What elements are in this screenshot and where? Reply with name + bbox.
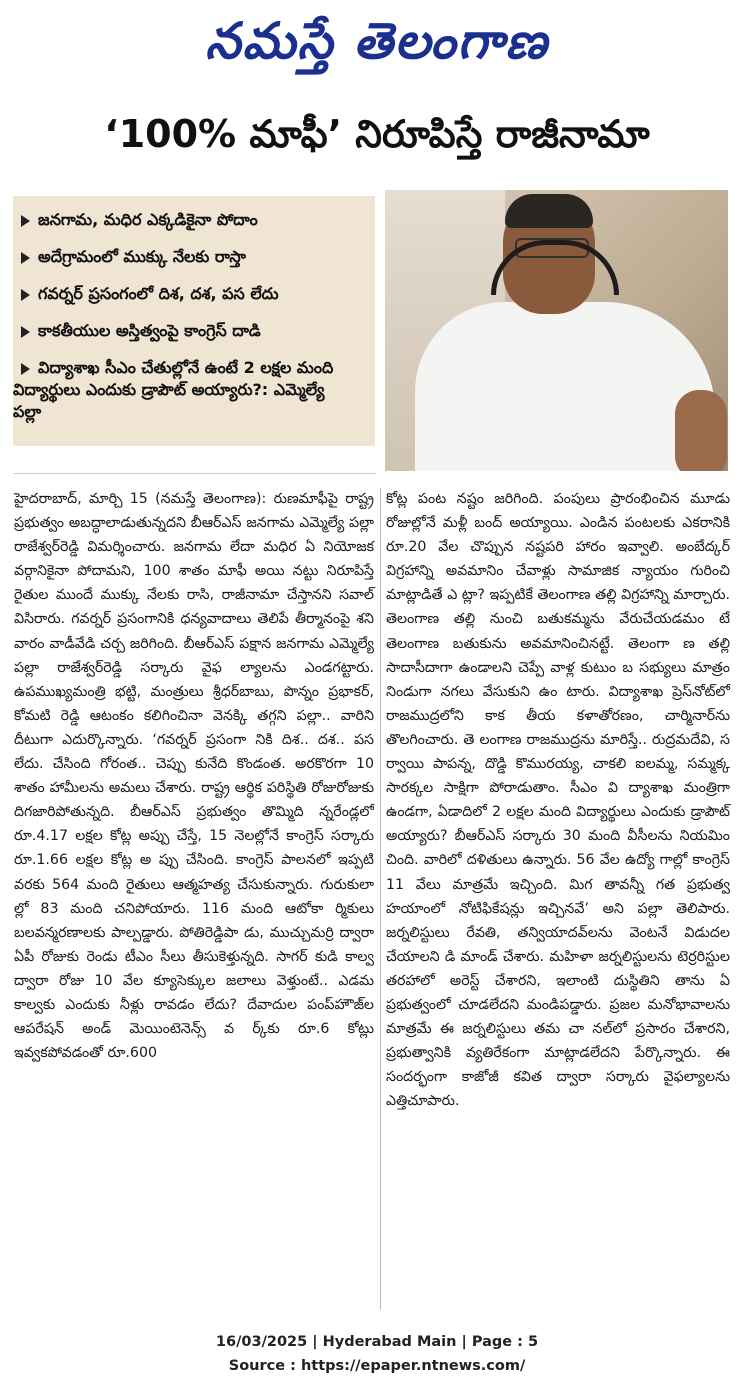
highlight-item: గవర్నర్ ప్రసంగంలో దిశ, దశ, పస లేదు	[13, 283, 375, 305]
triangle-bullet-icon	[21, 363, 30, 375]
shirt-shape	[415, 302, 715, 471]
triangle-bullet-icon	[21, 326, 30, 338]
article-headline: ‘100% మాఫీ’ నిరూపిస్తే రాజీనామా	[104, 112, 650, 156]
hair-shape	[505, 194, 593, 228]
article-column-left	[14, 487, 374, 1065]
highlights-box	[13, 196, 375, 446]
article-column-right	[386, 487, 730, 1113]
footer-source: Source : https://epaper.ntnews.com/	[228, 1358, 526, 1374]
triangle-bullet-icon	[21, 215, 30, 227]
divider	[14, 473, 376, 474]
column-divider	[380, 488, 381, 1310]
person-photo	[385, 190, 728, 471]
footer-date-edition: 16/03/2025 | Hyderabad Main | Page : 5	[215, 1334, 539, 1350]
highlight-item: జనగామ, మధిర ఎక్కడికైనా పోదాం	[13, 209, 375, 231]
hand-shape	[675, 390, 727, 471]
page-footer	[0, 1330, 754, 1378]
highlight-item: కాకతీయుల అస్తిత్వంపై కాంగ్రెస్ దాడి	[13, 320, 375, 342]
article-text: కోట్ల పంట నష్టం జరిగింది. పంపులు ప్రారంభించిన మూడు రోజుల్లోనే మళ్లీ బంద్ అయ్యాయి. ఎండిన పంటలకు ఎకరానికి రూ.20 వేల చొప్పున నష్టపరి హారం ఇవ్వాలి. అంబేద్కర్ విగ్రహాన్ని అవమానిం చేవాళ్లు సామాజిక న్యాయం గురించి మాట్లాడితే ఎ ట్లా? ఇప్పటికే తెలంగాణ తల్లి విగ్రహాన్ని మార్చారు. తెలంగాణ తల్లి నుంచి బతుకమ్మను వేరుచేయడమం టే తెలంగాణ బతుకును అవమానించినట్టే. తెలంగా ణ తల్లి సాదాసీదాగా ఉండాలని చెప్పే వాళ్ల కుటుం బ సభ్యులు మాత్రం నిండుగా నగలు వేసుకుని ఉం టారు. విద్యాశాఖ ప్రెస్‌నోట్‌లో రాజముద్రలోని కాక తీయ కళాతోరణం, చార్మినార్‌ను తొలగించారు. తె లంగాణ రాజముద్రను మారిస్తే.. రుద్రమదేవి, స ర్వాయి పాపన్న, దొడ్డి కొమురయ్య, చాకలి ఐలమ్మ, సమ్మక్క సారక్కల సాక్షిగా పోరాడుతాం. సీఎం వి ద్యాశాఖ మంత్రిగా ఉండగా, ఏడాదిలో 2 లక్షల మంది విద్యార్థులు ఎందుకు డ్రాపౌట్ అయ్యారు? బీఆర్ఎస్ సర్కారు 30 మంది వీసీలను నియమిం చింది. వారిలో దళితులు ఉన్నారు. 56 వేల ఉద్యో గాల్లో కాంగ్రెస్ 11 వేలు మాత్రమే ఇచ్చింది. మిగ తావన్నీ గత ప్రభుత్వ హయాంలో నోటిఫికేషన్లు ఇచ్చినవే’ అని పల్లా తెలిపారు. జర్నలిస్టులు రేవతి, తన్వియాదవ్‌లను వెంటనే విడుదల చేయాలని డి మాండ్ చేశారు. మహిళా జర్నలిస్టులను టెర్రరిస్టుల తరహాలో అరెస్ట్ చేశారని, ఇలాంటి దుస్థితిని తాను ఏ ప్రభుత్వంలో చూడలేదని మండిపడ్డారు. ప్రజల మనోభావాలను మాత్రమే ఈ జర్నలిస్టులు తమ చా నల్‌లో ప్రసారం చేశారని, ప్రభుత్వానికి వ్యతిరేకంగా మాట్లాడలేదని పేర్కొన్నారు. ఈ సందర్భంగా కాజోజీ కవిత ద్వారా సర్కారు వైఫల్యాలను ఎత్తిచూపారు.	[386, 491, 730, 1110]
masthead-title: నమస్తే తెలంగాణ	[205, 11, 549, 70]
triangle-bullet-icon	[21, 252, 30, 264]
highlight-item: విద్యాశాఖ సీఎం చేతుల్లోనే ఉంటే 2 లక్షల మంది విద్యార్థులు ఎందుకు డ్రాపౌట్ అయ్యారు?: ఎమ్మెల్యే పల్లా	[13, 358, 334, 421]
article-text: హైదరాబాద్, మార్చి 15 (నమస్తే తెలంగాణ): రుణమాఫీపై రాష్ట్ర ప్రభుత్వం అబద్ధాలాడుతున్నదని బీఆర్ఎస్ జనగామ ఎమ్మెల్యే పల్లా రాజేశ్వర్‌రెడ్డి విమర్శించారు. జనగామ లేదా మధిర ఏ నియోజక వర్గానికైనా పోదామని, 100 శాతం మాఫీ అయి నట్టు నిరూపిస్తే రైతుల ముందే ముక్కు నేలకు రాసి, రాజీనామా చేస్తానని సవాల్ విసిరారు. గవర్నర్ ప్రసంగానికి ధన్యవాదాలు తెలిపే తీర్మానంపై శని వారం వాడీవేడి చర్చ జరిగింది. బీఆర్ఎస్ పక్షాన జనగామ ఎమ్మెల్యే పల్లా రాజేశ్వర్‌రెడ్డి సర్కారు వైఫ ల్యాలను ఎండగట్టారు. ఉపముఖ్యమంత్రి భట్టి, మంత్రులు శ్రీధర్‌బాబు, పొన్నం ప్రభాకర్, కోమటి రెడ్డి ఆటంకం కలిగించినా వెనక్కి తగ్గని పల్లా.. వారిని దీటుగా ఎదుర్కొన్నారు. ‘గవర్నర్ ప్రసంగా నికి దిశ.. దశ.. పస లేదు. చేసింది గోరంత.. చెప్పు కునేది కొండంత. అరకొరగా 10 శాతం హామీలను అమలు చేశారు. రాష్ట్ర ఆర్థిక పరిస్థితి రోజురోజుకు దిగజారిపోతున్నది. బీఆర్ఎస్ ప్రభుత్వం తొమ్మిది న్నరేండ్లలో రూ.4.17 లక్షల కోట్ల అప్పు చేస్తే, 15 నెలల్లోనే కాంగ్రెస్ సర్కారు రూ.1.66 లక్షల కోట్ల అ ప్పు చేసింది. కాంగ్రెస్ పాలనలో ఇప్పటి వరకు 564 మంది రైతులు ఆత్మహత్య చేసుకున్నారు. గురుకులా ల్లో 83 మంది చనిపోయారు. 116 మంది ఆటోకా ర్మికులు బలవన్మరణాలకు పాల్పడ్డారు. పోతిరెడ్డిపా డు, ముచ్చుమర్రి ద్వారా ఏపీ రోజుకు రెండు టీఎం సీలు తీసుకెళ్తున్నది. సాగర్ కుడి కాల్వ ద్వారా రోజు 10 వేల క్యూసెక్కుల జలాలు వెళ్తుంటే.. ఎడమ కాల్వకు ఎందుకు నీళ్లు రావడం లేదు? దేవాదుల పంప్‌హౌజ్‌ల ఆపరేషన్ అండ్ మెయింటెనెన్స్ వ ర్క్‌కు రూ.6 కోట్లు ఇవ్వకపోవడంతో రూ.600	[14, 491, 374, 1062]
triangle-bullet-icon	[21, 289, 30, 301]
highlight-item: అదేగ్రామంలో ముక్కు నేలకు రాస్తా	[13, 246, 375, 268]
